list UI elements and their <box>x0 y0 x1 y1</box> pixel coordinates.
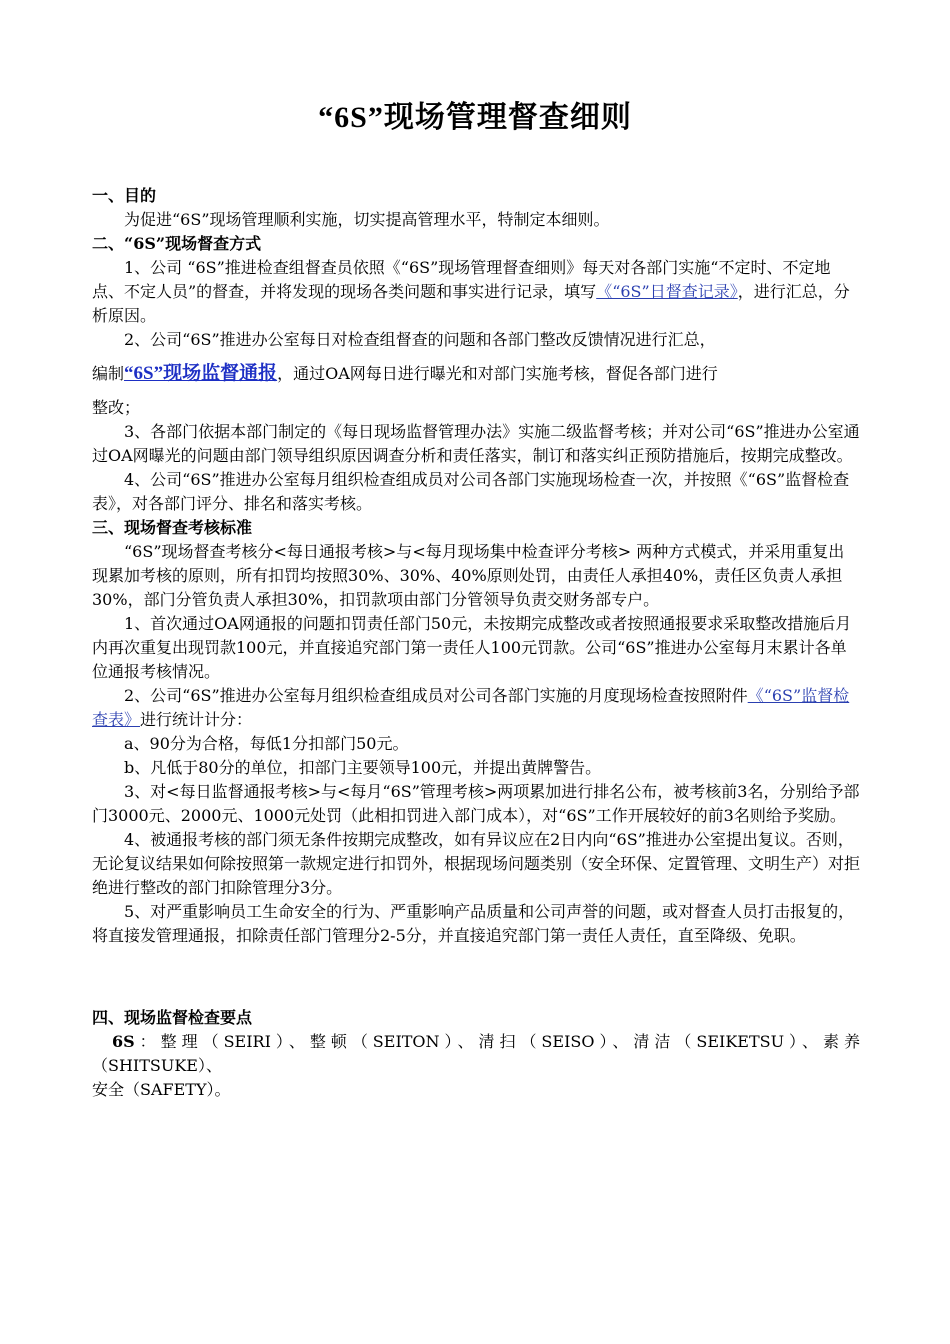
text: 2、公司“6S”推进办公室每月组织检查组成员对公司各部门实施的月度现场检查按照附件 <box>124 686 748 705</box>
paragraph: 4、被通报考核的部门须无条件按期完成整改，如有异议应在2日内向“6S”推进办公室提出复议。否则，无论复议结果如何除按照第一款规定进行扣罚外，根据现场问题类别（安全环保、定置管理、文明生产）对拒绝进行整改的部门扣除管理分3分。 <box>92 830 861 897</box>
paragraph: （SHITSUKE）、 <box>92 1056 222 1075</box>
supervision-checklist-link[interactable]: 《“6S”监督检查表》 <box>92 686 850 729</box>
paragraph: 安全（SAFETY）。 <box>92 1080 231 1099</box>
text: 1、公司 “6S”推进检查组督查员依照《“6S”现场管理督查细则》每天对各部门实施“不定时、不定地点、不定人员”的督查，并将发现的现场各类问题和事实进行记录，填写 <box>92 258 831 301</box>
paragraph: 为促进“6S”现场管理顺利实施，切实提高管理水平，特制定本细则。 <box>124 210 610 229</box>
list-item: a、90分为合格，每低1分扣部门50元。 <box>124 734 409 753</box>
text: 进行统计计分： <box>140 710 253 729</box>
text: ，通过OA网每日进行曝光和对部门实施考核，督促各部门进行 <box>277 364 718 383</box>
paragraph: 1、首次通过OA网通报的问题扣罚责任部门50元，未按期完成整改或者按照通报要求采取整改措施后月内再次重复出现罚款100元，并直接追究部门第一责任人100元罚款。公司“6S”推进办公室每月末累计各单位通报考核情况。 <box>92 614 852 681</box>
supervision-report-link[interactable]: “6S”现场监督通报 <box>124 363 278 384</box>
list-item: b、凡低于80分的单位，扣部门主要领导100元，并提出黄牌警告。 <box>124 758 602 777</box>
paragraph: 5、对严重影响员工生命安全的行为、严重影响产品质量和公司声誉的问题，或对督查人员打击报复的，将直接发管理通报，扣除责任部门管理分2-5分，并直接追究部门第一责任人责任，直至降级、免职。 <box>92 902 855 945</box>
text: ，进行汇总，分析原因。 <box>92 282 850 325</box>
text-bold: 6S <box>112 1032 135 1051</box>
spacer <box>92 948 860 1006</box>
section-heading-standard: 三、现场督查考核标准 <box>92 518 253 537</box>
section-heading-purpose: 一、目的 <box>92 186 157 205</box>
paragraph: 3、对<每日监督通报考核>与<每月“6S”管理考核>两项累加进行排名公布，被考核前3名，分别给予部门3000元、2000元、1000元处罚（此相扣罚进入部门成本），对“6S”工作开展较好的前3名则给予奖励。 <box>92 782 860 825</box>
text: 编制 <box>92 364 125 383</box>
section-heading-method: 二、“6S”现场督查方式 <box>92 234 262 253</box>
paragraph <box>92 352 860 396</box>
document-title: “6S”现场管理督查细则 <box>318 101 632 134</box>
paragraph <box>92 256 860 328</box>
paragraph: 3、各部门依据本部门制定的《每日现场监督管理办法》实施二级监督考核；并对公司“6S”推进办公室通过OA网曝光的问题由部门领导组织原因调查分析和责任落实，制订和落实纠正预防措施后，按期完成整改。 <box>92 422 860 465</box>
paragraph <box>92 1030 860 1054</box>
text: ：整理（SEIRI）、整顿（SEITON）、清扫（SEISO）、清洁（SEIKETSU）、素养 <box>134 1032 860 1051</box>
paragraph: 4、公司“6S”推进办公室每月组织检查组成员对公司各部门实施现场检查一次，并按照《“6S”监督检查表》，对各部门评分、排名和落实考核。 <box>92 470 850 513</box>
paragraph <box>92 684 860 732</box>
daily-inspection-record-link[interactable]: 《“6S”日督查记录》 <box>596 282 738 301</box>
section-heading-key-points: 四、现场监督检查要点 <box>92 1008 253 1027</box>
paragraph: “6S”现场督查考核分<每日通报考核>与<每月现场集中检查评分考核> 两种方式模式，并采用重复出现累加考核的原则，所有扣罚均按照30%、30%、40%原则处罚，由责任人承担40%，责任区负责人承担30%，部门分管负责人承担30%，扣罚款项由部门分管领导负责交财务部专户。 <box>92 542 845 609</box>
paragraph: 整改； <box>92 398 141 417</box>
paragraph: 2、公司“6S”推进办公室每日对检查组督查的问题和各部门整改反馈情况进行汇总， <box>124 330 716 349</box>
document-body <box>92 184 860 1102</box>
